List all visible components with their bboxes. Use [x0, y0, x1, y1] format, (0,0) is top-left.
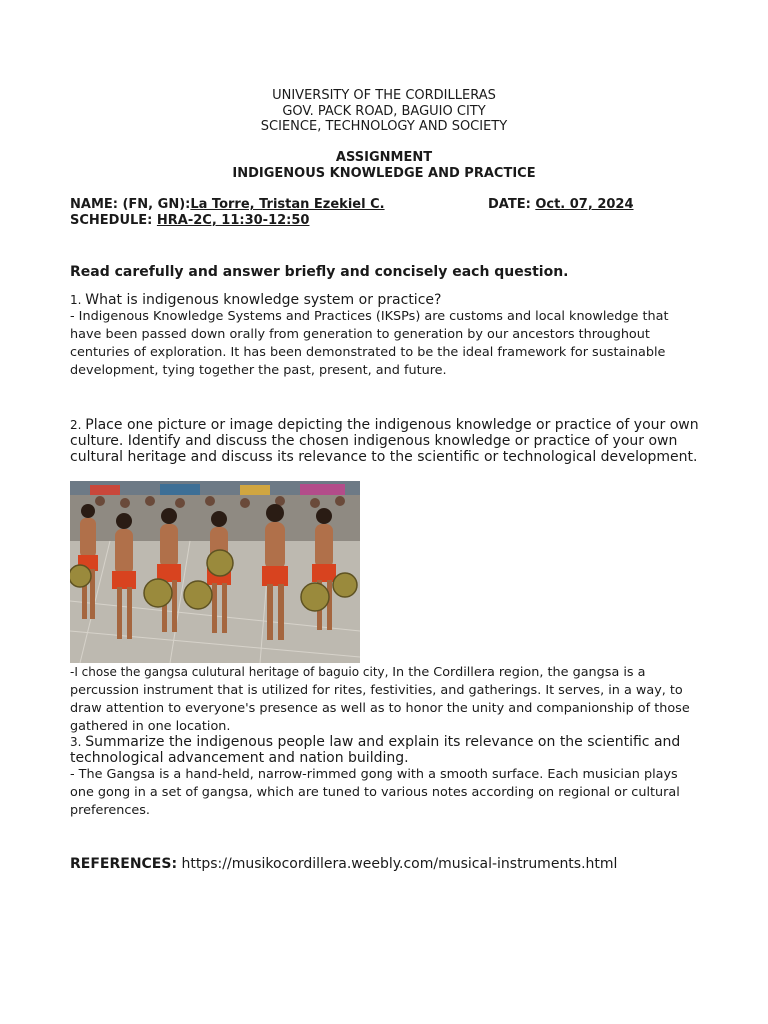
schedule-row — [70, 213, 309, 229]
question-text: Summarize the indigenous people law and explain its relevance on the scientific and technological advancement and nation building. — [70, 734, 681, 766]
name-label: NAME: (FN, GN): — [70, 197, 191, 212]
question-number: 2. — [70, 418, 86, 432]
question-number: 3. — [70, 735, 86, 749]
schedule-value: HRA-2C, 11:30-12:50 — [156, 212, 310, 228]
assignment-title: ASSIGNMENT — [335, 150, 433, 165]
name-row — [70, 197, 385, 213]
answer-1: - Indigenous Knowledge Systems and Practices (IKSPs) are customs and local knowledge that have been passed down orally from generation to generation by our ancestors throughout centuries of exploration. It has been demonstrated to be the ideal framework for sustainable development, tying together the past, present, and future. — [70, 309, 669, 378]
references — [70, 855, 617, 873]
question-text: Place one picture or image depicting the indigenous knowledge or practice of your own culture. Identify and discuss the chosen indigenous knowledge or practice of your own cultural heritage and discuss its relevance to the scientific or technological development. — [70, 417, 699, 465]
answer-2-text: In the Cordillera region, the gangsa is a percussion instrument that is utilized for rites, festivities, and gatherings. It serves, in a way, to draw attention to everyone's presence as well as to honor the unity and companionship of those gathered in one location. — [70, 665, 690, 734]
date-label: DATE: — [488, 197, 536, 212]
course-title: SCIENCE, TECHNOLOGY AND SOCIETY — [260, 119, 508, 134]
answer-2 — [70, 663, 690, 736]
question-text: What is indigenous knowledge system or practice? — [85, 292, 442, 308]
university-name: UNIVERSITY OF THE CORDILLERAS — [272, 88, 496, 103]
answer-2-intro: -I chose the gangsa culutural heritage of baguio city, — [70, 665, 393, 679]
date-row — [488, 197, 634, 213]
instructions: Read carefully and answer briefly and concisely each question. — [70, 264, 569, 280]
answer-3: - The Gangsa is a hand-held, narrow-rimmed gong with a smooth surface. Each musician plays one gong in a set of gangsa, which are tuned to various notes according on regional or cultural preferences. — [70, 767, 680, 818]
name-value: La Torre, Tristan Ezekiel C. — [190, 197, 385, 212]
question-3 — [70, 734, 700, 766]
date-value: Oct. 07, 2024 — [535, 197, 634, 212]
university-address: GOV. PACK ROAD, BAGUIO CITY — [282, 103, 486, 119]
question-number: 1. — [70, 293, 86, 307]
reference-link[interactable]: https://musikocordillera.weebly.com/musical-instruments.html — [177, 856, 618, 872]
gangsa-photo — [70, 481, 360, 663]
question-2 — [70, 417, 700, 465]
question-1 — [70, 292, 700, 308]
assignment-subtitle: INDIGENOUS KNOWLEDGE AND PRACTICE — [232, 165, 536, 181]
schedule-label: SCHEDULE: — [70, 212, 157, 228]
references-label: REFERENCES: — [70, 856, 178, 872]
